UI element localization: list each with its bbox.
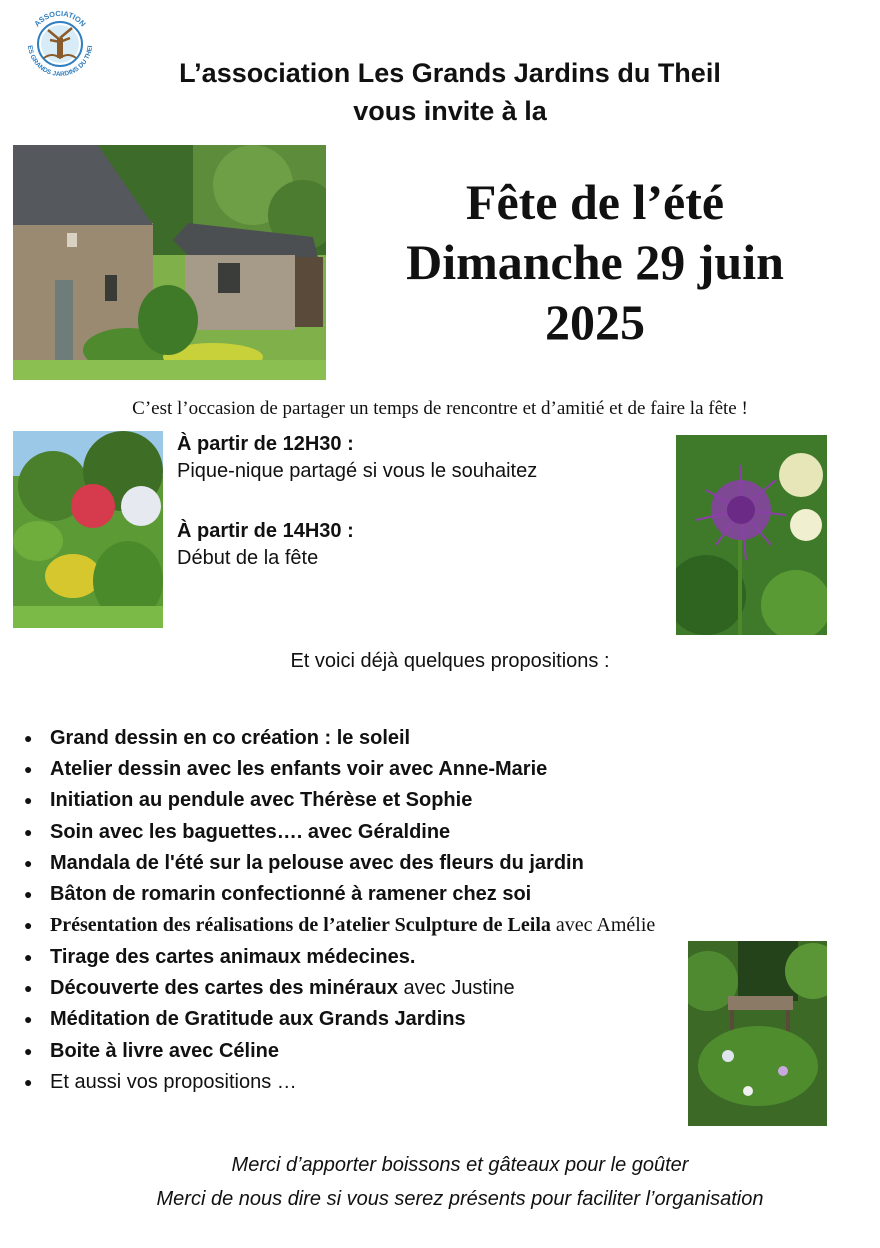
proposal-bold-text: Méditation de Gratitude aux Grands Jardins bbox=[50, 1008, 466, 1031]
proposal-bold-text: Découverte des cartes des minéraux bbox=[50, 977, 398, 1000]
event-title: Fête de l’été bbox=[465, 174, 725, 230]
list-item: ● Bâton de romarin confectionné à ramener chez soi bbox=[24, 878, 655, 909]
proposal-bold-text: Initiation au pendule avec Thérèse et Sophie bbox=[50, 789, 473, 812]
photo-book-box-garden bbox=[688, 941, 827, 1126]
list-item: ● Grand dessin en co création : le soleil bbox=[24, 722, 655, 753]
list-item: ● Atelier dessin avec les enfants voir avec Anne-Marie bbox=[24, 753, 655, 784]
photo-stone-house bbox=[13, 145, 326, 380]
proposal-bold-text: Boite à livre avec Céline bbox=[50, 1039, 280, 1062]
logo-text-bottom: ES GRANDS JARDINS DU THEI bbox=[25, 45, 94, 79]
event-year: 2025 bbox=[545, 294, 645, 350]
list-item: ● Mandala de l'été sur la pelouse avec des fleurs du jardin bbox=[24, 847, 655, 878]
proposal-bold-text: Atelier dessin avec les enfants voir avec Anne-Marie bbox=[50, 757, 548, 780]
proposal-rest-text: avec Justine bbox=[397, 977, 515, 1000]
footer-bring-drinks: Merci d’apporter boissons et gâteaux pour le goûter bbox=[231, 1154, 689, 1176]
list-item: ● Soin avec les baguettes…. avec Géraldine bbox=[24, 816, 655, 847]
proposals-heading: Et voici déjà quelques propositions : bbox=[290, 650, 610, 672]
schedule-lunch bbox=[177, 433, 537, 483]
logo-text-top: ASSOCIATION bbox=[32, 8, 88, 29]
list-item: ● Méditation de Gratitude aux Grands Jardins bbox=[24, 1004, 655, 1035]
schedule-party bbox=[177, 520, 354, 570]
footer-rsvp: Merci de nous dire si vous serez présents pour faciliter l’organisation bbox=[156, 1188, 764, 1210]
list-item: ● Et aussi vos propositions … bbox=[24, 1066, 655, 1097]
schedule-party-time: À partir de 14H30 : bbox=[177, 520, 354, 542]
list-item: ● Initiation au pendule avec Thérèse et Sophie bbox=[24, 785, 655, 816]
proposal-bold-text: Mandala de l'été sur la pelouse avec des fleurs du jardin bbox=[50, 851, 584, 874]
proposal-bold-text: Tirage des cartes animaux médecines. bbox=[50, 945, 416, 968]
photo-allium-flower bbox=[676, 435, 827, 635]
proposal-bold-text: Soin avec les baguettes…. avec Géraldine bbox=[50, 820, 451, 843]
event-date: Dimanche 29 juin bbox=[406, 234, 784, 290]
proposal-bold-text: Grand dessin en co création : le soleil bbox=[50, 726, 411, 749]
header-association-line: L’association Les Grands Jardins du Theil bbox=[179, 58, 721, 88]
header-invite-line: vous invite à la bbox=[353, 96, 547, 126]
proposal-rest-text: avec Amélie bbox=[550, 914, 656, 937]
proposals-list bbox=[24, 722, 655, 1098]
proposal-bold-text: Présentation des réalisations de l’atelier Sculpture de Leila bbox=[50, 914, 551, 937]
schedule-lunch-time: À partir de 12H30 : bbox=[177, 433, 354, 455]
schedule-lunch-text: Pique-nique partagé si vous le souhaitez bbox=[177, 460, 538, 482]
proposal-rest-text: Et aussi vos propositions … bbox=[50, 1070, 297, 1093]
list-item: ● Découverte des cartes des minéraux avec Justine bbox=[24, 972, 655, 1003]
schedule-party-text: Début de la fête bbox=[177, 547, 319, 569]
list-item: ● Boite à livre avec Céline bbox=[24, 1035, 655, 1066]
proposal-bold-text: Bâton de romarin confectionné à ramener chez soi bbox=[50, 883, 532, 906]
list-item: ● Présentation des réalisations de l’atelier Sculpture de Leila avec Amélie bbox=[24, 910, 655, 941]
photo-garden-flowers bbox=[13, 431, 163, 628]
intro-sentence: C’est l’occasion de partager un temps de rencontre et d’amitié et de faire la fête ! bbox=[132, 398, 748, 419]
list-item: ● Tirage des cartes animaux médecines. bbox=[24, 941, 655, 972]
event-title-block bbox=[360, 172, 830, 352]
